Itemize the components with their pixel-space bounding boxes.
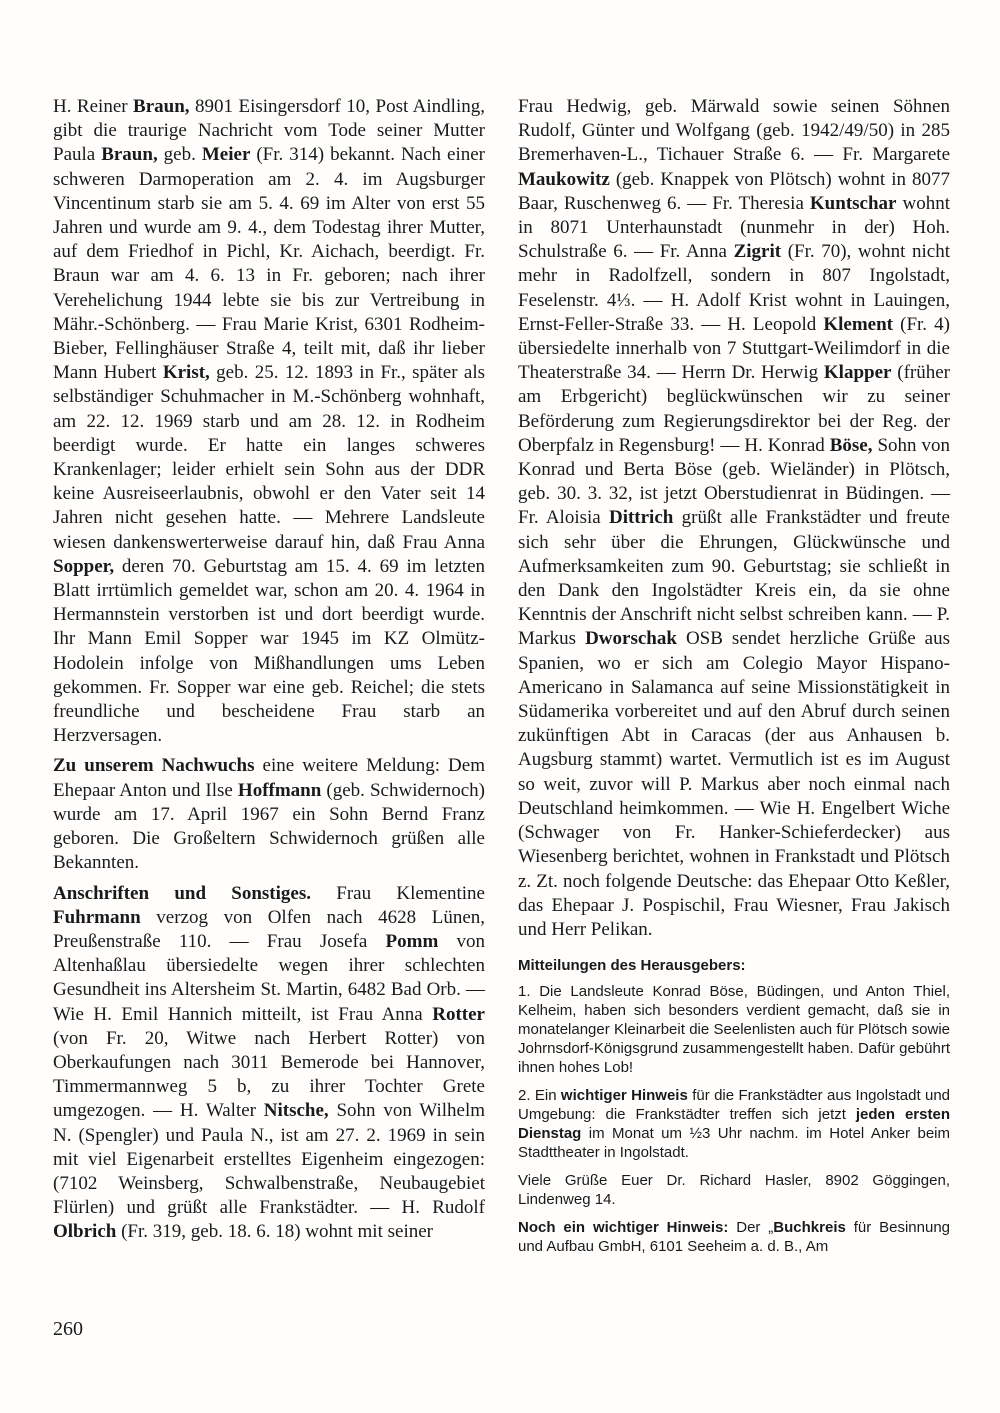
- paragraph: 1. Die Landsleute Konrad Böse, Büdingen, und Anton Thiel, Kelheim, haben sich besonders verdient gemacht, daß sie in monatelanger Kleinarbeit die Seelenlisten auch für Plötsch sowie Johrnsdorf-Königsgrund zusammengestellt haben. Dafür gebührt ihnen hohes Lob!: [518, 983, 950, 1077]
- paragraph: Anschriften und Sonstiges. Frau Klementine Fuhrmann verzog von Olfen nach 4628 Lünen, Preußenstraße 110. — Frau Josefa Pomm von Altenhaßlau übersiedelte wegen ihrer schlechten Gesundheit ins Altersheim St. Martin, 6482 Bad Orb. — Wie H. Emil Hannich mitteilt, ist Frau Anna Rotter (von Fr. 20, Witwe nach Herbert Rotter) von Oberkaufungen nach 3011 Bemerode bei Hannover, Timmermannweg 5 b, zu ihrer Tochter Grete umgezogen. — H. Walter Nitsche, Sohn von Wilhelm N. (Spengler) und Paula N., ist am 27. 2. 1969 in sein mit viel Eigenarbeit erstelltes Eigenheim eingezogen: (7102 Weinsberg, Schwalbenstraße, Neubaugebiet Flürlen) und grüßt alle Frankstädter. — H. Rudolf Olbrich (Fr. 319, geb. 18. 6. 18) wohnt mit seiner: [53, 882, 486, 1243]
- paragraph: Zu unserem Nachwuchs eine weitere Meldung: Dem Ehepaar Anton und Ilse Hoffmann (geb. Schwidernoch) wurde am 17. April 1967 ein Sohn Bernd Franz geboren. Die Großeltern Schwidernoch grüßen alle Bekannten.: [53, 755, 486, 874]
- paragraph: 2. Ein wichtiger Hinweis für die Frankstädter aus Ingolstadt und Umgebung: die Frankstädter treffen sich jetzt jeden ersten Dienstag im Monat um ½3 Uhr nachm. im Hotel Anker beim Stadttheater in Ingolstadt.: [518, 1087, 950, 1162]
- right-column: [518, 95, 950, 1265]
- publisher-notices: [518, 956, 950, 1256]
- right-column-body: [518, 95, 950, 942]
- page-number: 260: [53, 1318, 83, 1340]
- notices-heading: Mitteilungen des Herausgebers:: [518, 957, 746, 975]
- text-columns: [53, 95, 950, 1265]
- left-column: [53, 95, 485, 1265]
- paragraph: Noch ein wichtiger Hinweis: Der „Buchkreis für Besinnung und Aufbau GmbH, 6101 Seeheim a. d. B., Am: [518, 1219, 951, 1256]
- notices-items: [518, 982, 950, 1256]
- paragraph: Frau Hedwig, geb. Märwald sowie seinen Söhnen Rudolf, Günter und Wolfgang (geb. 1942/49/50) in 285 Bremerhaven-L., Tichauer Straße 6. — Fr. Margarete Maukowitz (geb. Knappek von Plötsch) wohnt in 8077 Baar, Ruschenweg 6. — Fr. Theresia Kuntschar wohnt in 8071 Unterhaunstadt (nunmehr in der) Hoh. Schulstraße 6. — Fr. Anna Zigrit (Fr. 70), wohnt nicht mehr in Radolfzell, sondern in 807 Ingolstadt, Feselenstr. 4⅓. — H. Adolf Krist wohnt in Lauingen, Ernst-Feller-Straße 33. — H. Leopold Klement (Fr. 4) übersiedelte innerhalb von 7 Stuttgart-Weilimdorf in die Theaterstraße 34. — Herrn Dr. Herwig Klapper (früher am Erbgericht) beglückwünschen wir zu seiner Beförderung zum Regierungsdirektor bei der Reg. der Oberpfalz in Regensburg! — H. Konrad Böse, Sohn von Konrad und Berta Böse (geb. Wieländer) in Plötsch, geb. 30. 3. 32, ist jetzt Oberstudienrat in Büdingen. — Fr. Aloisia Dittrich grüßt alle Frankstädter und freute sich sehr über die Ehrungen, Glückwünsche und Aufmerksamkeiten zum 90. Geburtstag; sie schließt in den Dank den Ingolstädter Kreis ein, da sie ohne Kenntnis der Anschrift nicht selbst schreiben kann. — P. Markus Dworschak OSB sendet herzliche Grüße aus Spanien, wo er sich am Colegio Mayor Hispano-Americano in Salamanca auf seine Missionstätigkeit in Südamerika vorbereitet und auf den Abruf durch seinen zukünftigen Abt in Caracas (der aus Anhausen b. Augsburg stammt) wartet. Vermutlich ist es im August so weit, zuvor will P. Markus aber noch einmal nach Deutschland heimkommen. — Wie H. Engelbert Wiche (Schwager von Fr. Hanker-Schieferdecker) aus Wiesenberg berichtet, wohnen in Frankstadt und Plötsch z. Zt. noch folgende Deutsche: das Ehepaar Otto Keßler, das Ehepaar J. Pospischil, Frau Wiesner, Frau Jakisch und Herr Pelikan.: [518, 96, 950, 940]
- paragraph: H. Reiner Braun, 8901 Eisingersdorf 10, Post Aindling, gibt die traurige Nachricht vom Tode seiner Mutter Paula Braun, geb. Meier (Fr. 314) bekannt. Nach einer schweren Darmoperation am 2. 4. im Augsburger Vincentinum starb sie am 5. 4. 69 im Alter von erst 55 Jahren und wurde am 9. 4., dem Todestag ihrer Mutter, auf dem Friedhof in Pichl, Kr. Aichach, beerdigt. Fr. Braun war am 4. 6. 13 in Fr. geboren; nach ihrer Verehelichung 1944 lebte sie bis zur Vertreibung in Mähr.-Schönberg. — Frau Marie Krist, 6301 Rodheim-Bieber, Fellinghäuser Straße 4, teilt mit, daß ihr lieber Mann Hubert Krist, geb. 25. 12. 1893 in Fr., später als selbständiger Schuhmacher in M.-Schönberg wohnhaft, am 22. 12. 1969 starb und am 28. 12. in Rodheim beerdigt wurde. Er hatte ein langes schweres Krankenlager; leider erhielt sein Sohn aus der DDR keine Ausreiseerlaubnis, obwohl er den Vater seit 14 Jahren nicht gesehen hatte. — Mehrere Landsleute wiesen dankenswerterweise darauf hin, daß Frau Anna Sopper, deren 70. Geburtstag am 15. 4. 69 im letzten Blatt irrtümlich gemeldet war, schon am 20. 4. 1964 in Hermannstein verstorben ist und dort beerdigt wurde. Ihr Mann Emil Sopper war 1945 im KZ Olmütz-Hodolein infolge von Mißhandlungen ums Leben gekommen. Fr. Sopper war eine geb. Reichel; die stets freundliche und bescheidene Frau starb an Herzversagen.: [53, 96, 486, 747]
- paragraph: Viele Grüße Euer Dr. Richard Hasler, 8902 Göggingen, Lindenweg 14.: [518, 1172, 950, 1209]
